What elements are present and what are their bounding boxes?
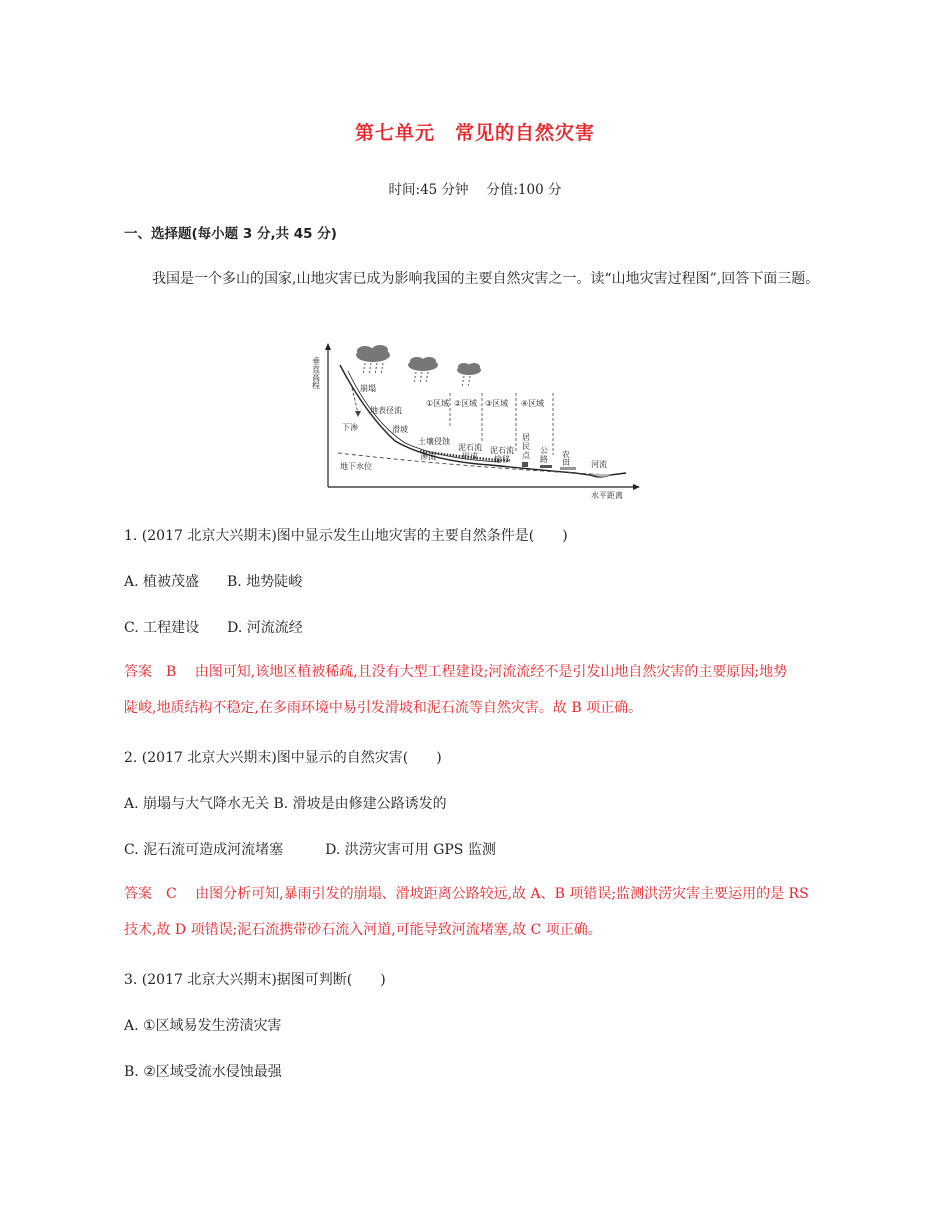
- label-debris-formation: 泥石流: [458, 443, 482, 452]
- label-river: 河流: [591, 460, 607, 469]
- label-settlement: 点: [522, 451, 530, 460]
- label-region-1: ①区域: [426, 399, 450, 408]
- label-debris-transport: 输移: [494, 455, 510, 464]
- arrow-head-icon: [355, 411, 361, 417]
- question-1-options-cd: C. 工程建设 D. 河流流经: [124, 620, 303, 636]
- question-1-options-ab: A. 植被茂盛 B. 地势陡峻: [124, 574, 303, 590]
- label-landslide: 滑坡: [392, 425, 408, 434]
- farmland-icon: [560, 467, 576, 470]
- question-3-stem: 3. (2017 北京大兴期末)据图可判断( ): [124, 972, 386, 988]
- answer-line: 答案 B 由图可知,该地区植被稀疏,且没有大型工程建设;河流流经不是引发山地自然灾害的主要原因;地势: [124, 664, 788, 680]
- label-seepage-down: 下渗: [342, 423, 358, 432]
- label-road: 路: [540, 455, 548, 464]
- time-score-info: 时间:45 分钟 分值:100 分: [388, 182, 562, 198]
- x-axis-label: 水平距离: [591, 491, 623, 500]
- question-2-options-cd: C. 泥石流可造成河流堵塞 D. 洪涝灾害可用 GPS 监测: [124, 842, 496, 858]
- label-farmland: 田: [562, 458, 570, 467]
- mountain-disaster-diagram: [310, 343, 640, 503]
- question-1-stem: 1. (2017 北京大兴期末)图中显示发生山地灾害的主要自然条件是( ): [124, 528, 568, 544]
- question-2-answer: [124, 876, 826, 948]
- answer-line: 答案 C 由图分析可知,暴雨引发的崩塌、滑坡距离公路较远,故 A、B 项错误;监测洪涝灾害主要运用的是 RS: [124, 886, 809, 902]
- question-3-option-a: A. ①区域易发生涝渍灾害: [124, 1018, 282, 1034]
- label-road: 公: [540, 446, 548, 455]
- label-collapse: 崩塌: [360, 384, 376, 393]
- label-surface-runoff: 地表径流: [370, 406, 402, 415]
- label-settlement: 居: [522, 433, 530, 442]
- y-axis-label: 垂直高程: [311, 357, 321, 389]
- intro-paragraph: 我国是一个多山的国家,山地灾害已成为影响我国的主要自然灾害之一。读“山地灾害过程图”,回答下面三题。: [152, 271, 820, 287]
- label-region-2: ②区域: [454, 399, 478, 408]
- section-heading-choice: 一、选择题(每小题 3 分,共 45 分): [124, 226, 337, 242]
- unit-title: 第七单元 常见的自然灾害: [354, 122, 595, 144]
- label-groundwater: 地下水位: [340, 462, 372, 471]
- label-seepage-flow: 渗流: [420, 452, 436, 461]
- x-axis-arrow: [633, 484, 640, 490]
- cloud-icon: [457, 363, 481, 387]
- y-axis-arrow: [325, 343, 331, 350]
- cloud-icon: [408, 357, 438, 383]
- road-icon: [540, 465, 552, 468]
- slope-surface: [340, 365, 626, 477]
- label-region-3: ③区域: [485, 399, 509, 408]
- house-icon: [522, 462, 528, 467]
- question-2-stem: 2. (2017 北京大兴期末)图中显示的自然灾害( ): [124, 750, 442, 766]
- question-1-answer: [124, 654, 826, 726]
- label-farmland: 农: [562, 450, 570, 459]
- label-debris-formation: 形成: [462, 452, 478, 461]
- cloud-icon: [356, 345, 390, 375]
- label-debris-transport: 泥石流: [490, 446, 514, 455]
- answer-line: 陡峻,地质结构不稳定,在多雨环境中易引发滑坡和泥石流等自然灾害。故 B 项正确。: [124, 700, 643, 716]
- label-settlement: 民: [522, 442, 530, 451]
- question-2-options-ab: A. 崩塌与大气降水无关 B. 滑坡是由修建公路诱发的: [124, 796, 447, 812]
- label-soil-erosion: 土壤侵蚀: [418, 437, 450, 446]
- label-region-4: ④区域: [521, 399, 545, 408]
- answer-line: 技术,故 D 项错误;泥石流携带砂石流入河道,可能导致河流堵塞,故 C 项正确。: [124, 922, 602, 938]
- question-3-option-b: B. ②区域受流水侵蚀最强: [124, 1064, 282, 1080]
